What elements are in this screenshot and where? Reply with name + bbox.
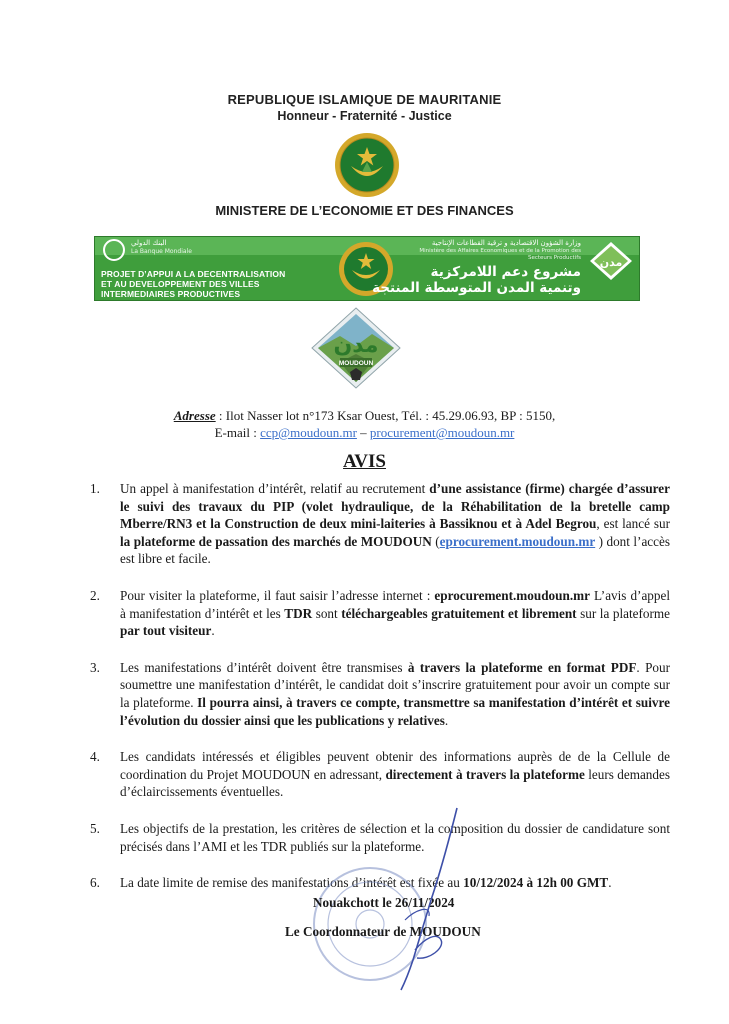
item-number: 3. [90, 659, 100, 675]
item-number: 1. [90, 481, 100, 496]
avis-item-1 [90, 480, 670, 568]
national-seal-icon [334, 132, 400, 198]
avis-item-3 [90, 659, 670, 729]
item-text: ( [431, 533, 440, 549]
item-text: . [444, 712, 449, 728]
item-bold: 10/12/2024 à 12h 00 GMT [463, 875, 609, 891]
item-number: 4. [90, 749, 100, 765]
item-text: Les objectifs de la prestation, les critères de sélection et la composition du dossier de candidature sont précisés dans l’AMI et les TDR publiés sur la plateforme. [120, 820, 670, 854]
country-heading: REPUBLIQUE ISLAMIQUE DE MAURITANIE [227, 92, 502, 107]
world-bank-globe-icon [103, 239, 125, 261]
item-bold: d’une assistance (firme) chargée d’assurer le suivi des travaux du PIP (volet hydraulique, de la Réhabilitation de la bretelle camp Mberre/RN3 et la Construction de deux mini-laiteries à Bassiknou et à Adel Begrou [120, 481, 670, 532]
item-number: 5. [90, 820, 100, 836]
project-arabic-line: مشروع دعم اللامركزية [430, 264, 581, 280]
email-label: E-mail : [214, 425, 261, 440]
logo-arabic-text: مدن [333, 333, 379, 358]
item-bold: directement à travers la plateforme [385, 766, 585, 782]
ministry-heading: MINISTERE DE L’ECONOMIE ET DES FINANCES [215, 203, 514, 218]
item-text: L’avis d’appel à manifestation d’intérêt et les [120, 587, 670, 621]
item-text: Pour visiter la plateforme, il faut saisir l’adresse internet : [120, 587, 435, 603]
item-bold: par tout visiteur [120, 623, 212, 639]
project-arabic-line: وتنمية المدن المتوسطة المنتجة [372, 280, 581, 296]
item-bold: eprocurement.moudoun.mr [434, 587, 590, 603]
item-text: leurs demandes d’éclaircissements éventuelles. [120, 766, 670, 800]
item-number: 2. [90, 587, 100, 603]
email-separator: – [356, 425, 370, 440]
item-bold: Il pourra ainsi, à travers ce compte, transmettre sa manifestation d’intérêt et suivre l’évolution du dossier ainsi que les publications y relatives [120, 694, 670, 728]
email-link-ccp[interactable]: ccp@moudoun.mr [260, 425, 357, 440]
handwritten-signature-icon [345, 800, 475, 1000]
world-bank-french: La Banque Mondiale [131, 248, 192, 255]
project-line: ET AU DEVELOPPEMENT DES VILLES [101, 279, 260, 289]
item-text: sur la plateforme [576, 605, 671, 621]
address-label: Adresse [173, 408, 216, 423]
signature-date: Nouakchott le 26/11/2024 [313, 895, 455, 910]
email-link-procurement[interactable]: procurement@moudoun.mr [369, 425, 515, 440]
ministry-french: Ministère des Affaires Economiques et de la Promotion des Secteurs Productifs [419, 248, 581, 261]
item-bold: TDR [284, 605, 313, 621]
project-line: INTERMEDIAIRES PRODUCTIVES [101, 289, 241, 299]
item-text: , est lancé sur [596, 516, 670, 532]
item-text: . [211, 623, 215, 639]
logo-text: MOUDOUN [338, 360, 374, 367]
item-text: Les manifestations d’intérêt doivent être transmises [120, 659, 408, 675]
item-text: . Pour soumettre une manifestation d’intérêt, le candidat doit s’inscrire gratuitement pour avoir un compte sur la plateforme. [120, 659, 670, 710]
address-line [0, 408, 729, 424]
project-line: PROJET D’APPUI A LA DECENTRALISATION [101, 269, 286, 279]
signatory-title: Le Coordonnateur de MOUDOUN [285, 924, 481, 939]
item-text: Un appel à manifestation d’intérêt, relatif au recrutement [120, 481, 430, 496]
ministry-arabic: وزارة الشؤون الاقتصادية و ترقية القطاعات الإنتاجية [431, 239, 581, 247]
item-bold: téléchargeables gratuitement et librement [341, 605, 577, 621]
address-text: : Ilot Nasser lot n°173 Ksar Ouest, Tél. : 45.29.06.93, BP : 5150, [215, 408, 556, 423]
item-bold: la plateforme de passation des marchés de MOUDOUN [120, 533, 432, 549]
mini-logo-text: مدن [599, 256, 623, 269]
national-motto: Honneur - Fraternité - Justice [277, 109, 452, 123]
project-banner [94, 236, 640, 301]
item-text: . [608, 875, 612, 891]
item-text: ) dont l’accès est libre et facile. [120, 533, 670, 567]
world-bank-arabic: البنك الدولي [131, 239, 167, 247]
platform-link[interactable]: eprocurement.moudoun.mr [439, 533, 596, 549]
moudoun-logo-icon [310, 306, 402, 390]
project-name-french [101, 269, 285, 299]
item-text: sont [312, 605, 342, 621]
item-bold: à travers la plateforme en format PDF [407, 659, 637, 675]
avis-item-2 [90, 587, 670, 640]
item-text: Les candidats intéressés et éligibles peuvent obtenir des informations auprès de de la Cellule de coordination du Projet MOUDOUN en adressant, [120, 749, 670, 782]
item-number: 6. [90, 875, 100, 891]
avis-title: AVIS [343, 451, 386, 472]
item-text: La date limite de remise des manifestations d’intérêt est fixée au [120, 875, 464, 891]
project-name-arabic [321, 264, 581, 296]
moudoun-mini-logo-icon [589, 241, 633, 281]
avis-item-4 [90, 748, 670, 801]
email-line [0, 425, 729, 441]
